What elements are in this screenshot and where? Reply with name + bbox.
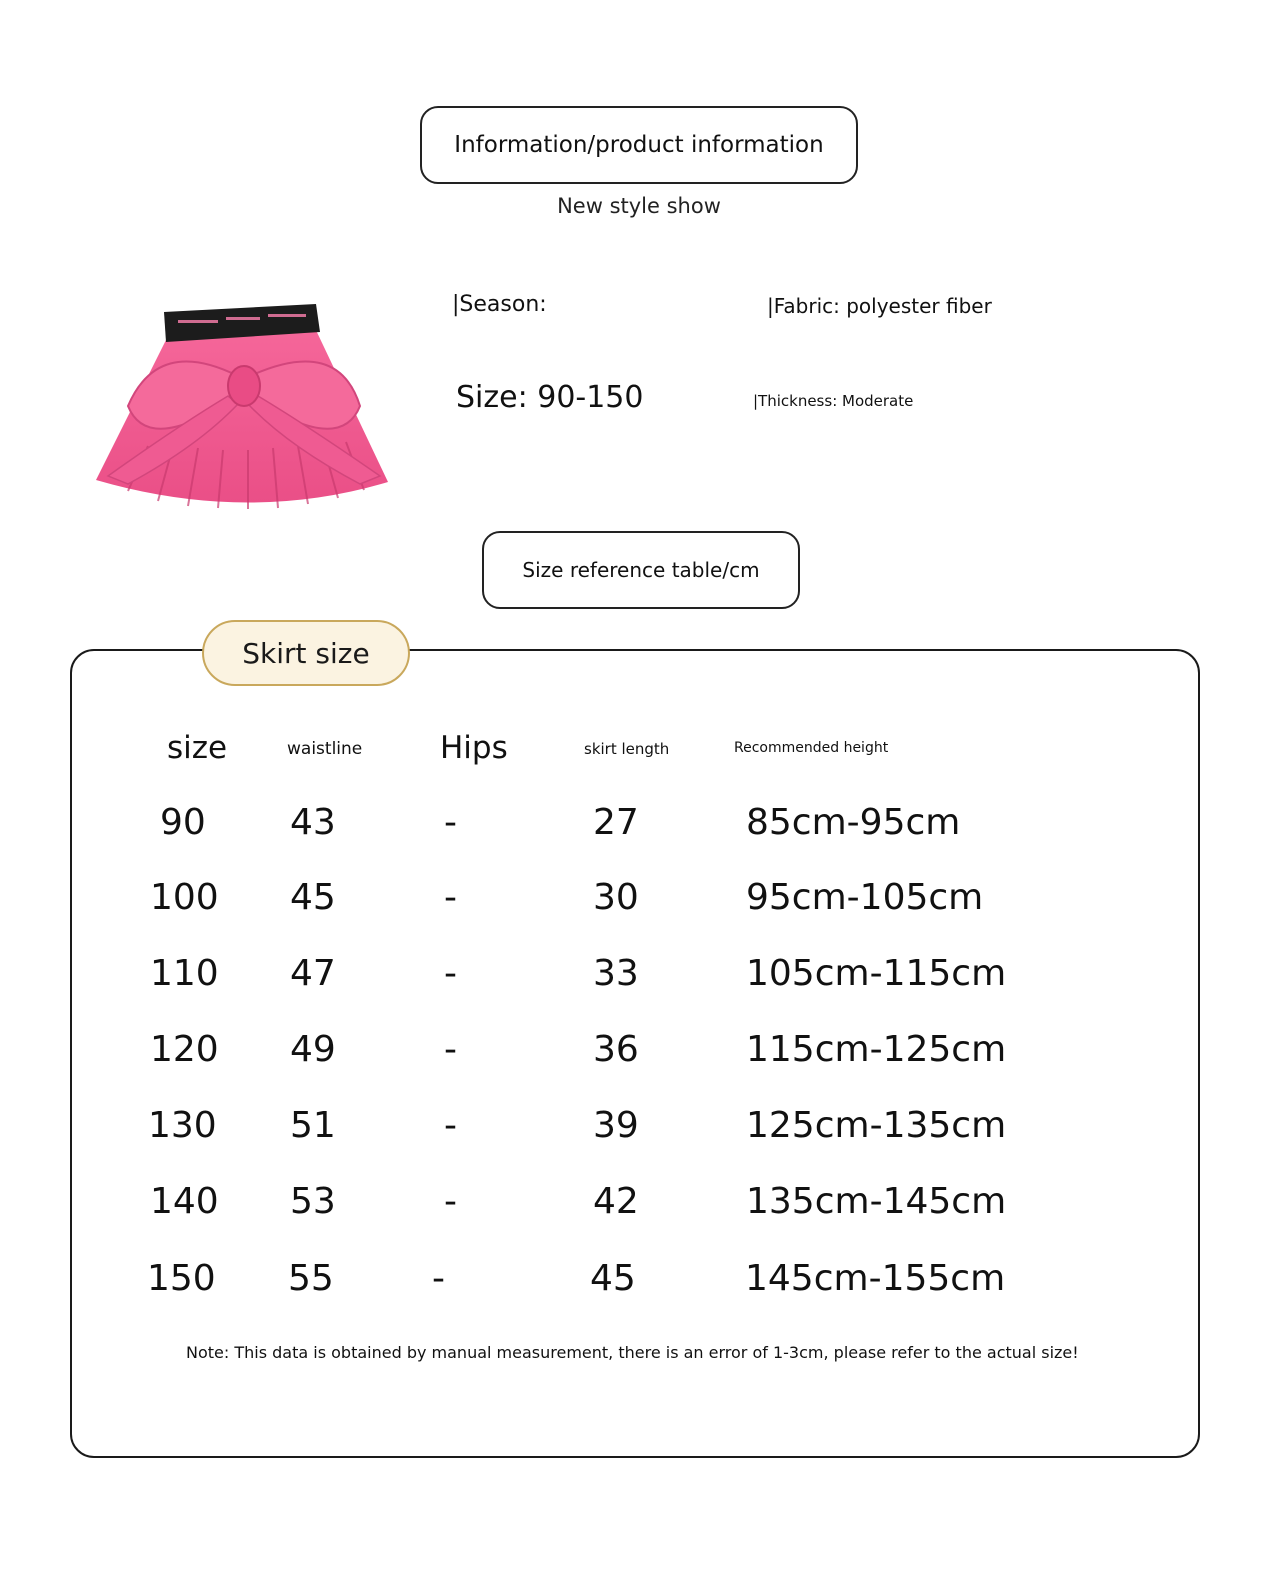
cell-size: 120 (150, 1029, 219, 1070)
cell-recommended-height: 125cm-135cm (746, 1105, 1007, 1146)
new-style-show-subtitle: New style show (557, 194, 721, 218)
size-reference-label: Size reference table/cm (522, 558, 760, 582)
cell-hips: - (444, 953, 457, 994)
cell-size: 140 (150, 1181, 219, 1222)
pink-bow-skirt-image (88, 296, 398, 520)
thickness-spec: |Thickness: Moderate (753, 392, 914, 410)
cell-size: 150 (147, 1258, 216, 1299)
cell-hips: - (444, 1181, 457, 1222)
header-size: size (167, 730, 228, 766)
size-range-spec: Size: 90-150 (456, 380, 644, 415)
cell-size: 130 (148, 1105, 217, 1146)
cell-hips: - (444, 1029, 457, 1070)
cell-waistline: 45 (290, 877, 336, 918)
cell-waistline: 53 (290, 1181, 336, 1222)
header-skirt-length: skirt length (584, 740, 670, 758)
header-waistline: waistline (287, 739, 363, 759)
product-information-heading (420, 106, 858, 184)
cell-hips: - (444, 877, 457, 918)
measurement-note: Note: This data is obtained by manual measurement, there is an error of 1-3cm, please refer to the actual size! (186, 1343, 1079, 1362)
cell-waistline: 47 (290, 953, 336, 994)
cell-skirt-length: 42 (593, 1181, 639, 1222)
skirt-size-tab-label: Skirt size (242, 636, 370, 670)
cell-size: 110 (150, 953, 219, 994)
size-reference-heading (482, 531, 800, 609)
cell-waistline: 51 (290, 1105, 336, 1146)
season-spec: |Season: (452, 292, 547, 317)
cell-skirt-length: 36 (593, 1029, 639, 1070)
cell-hips: - (444, 1105, 457, 1146)
cell-skirt-length: 33 (593, 953, 639, 994)
cell-recommended-height: 115cm-125cm (746, 1029, 1007, 1070)
fabric-spec: |Fabric: polyester fiber (767, 294, 992, 318)
cell-skirt-length: 30 (593, 877, 639, 918)
skirt-size-tab (202, 620, 410, 686)
cell-recommended-height: 105cm-115cm (746, 953, 1007, 994)
cell-waistline: 43 (290, 802, 336, 843)
cell-size: 90 (160, 802, 206, 843)
cell-recommended-height: 85cm-95cm (746, 802, 961, 843)
cell-hips: - (444, 802, 457, 843)
header-hips: Hips (440, 730, 508, 766)
cell-waistline: 55 (288, 1258, 334, 1299)
cell-hips: - (432, 1258, 445, 1299)
cell-recommended-height: 135cm-145cm (746, 1181, 1007, 1222)
cell-waistline: 49 (290, 1029, 336, 1070)
cell-size: 100 (150, 877, 219, 918)
cell-skirt-length: 27 (593, 802, 639, 843)
cell-skirt-length: 39 (593, 1105, 639, 1146)
cell-recommended-height: 145cm-155cm (745, 1258, 1006, 1299)
product-information-title: Information/product information (454, 132, 824, 158)
cell-recommended-height: 95cm-105cm (746, 877, 984, 918)
header-recommended-height: Recommended height (734, 740, 889, 756)
cell-skirt-length: 45 (590, 1258, 636, 1299)
